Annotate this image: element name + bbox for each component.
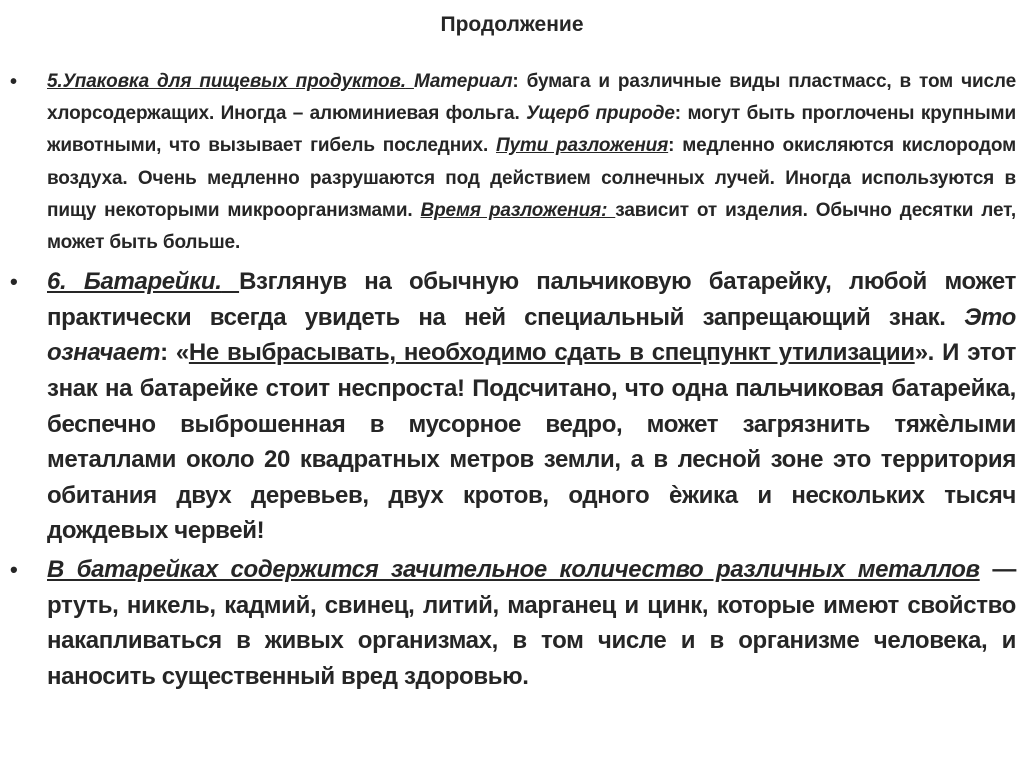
- material-text: : бумага и различные виды пластмасс, в том числе хлорсодержащих. Иногда – алюминиевая фольга.: [47, 71, 1016, 125]
- bullet-dot-icon: •: [10, 71, 17, 93]
- bullet-item-packaging: [10, 66, 1016, 259]
- batteries-heading-gap: [222, 268, 240, 295]
- bullet-item-metals: [10, 552, 1016, 694]
- slide-title: Продолжение: [440, 13, 584, 36]
- time-text: зависит от изделия. Обычно десятки лет, может быть больше.: [47, 199, 1016, 254]
- material-label: Материал: [413, 71, 513, 92]
- metals-text: — ртуть, никель, кадмий, свинец, литий, марганец и цинк, которые имеют свойство накапливаться в живых организмах, в том числе и в организме человека, и наносить существенный вред здоровью.: [47, 555, 1017, 690]
- means-label: Это означает: [47, 303, 1016, 367]
- time-label: Время разложения:: [420, 199, 616, 221]
- decay-label: Пути разложения: [496, 135, 669, 157]
- decay-text: : медленно окисляются кислородом воздуха. Очень медленно разрушаются под действием солнечных лучей. Иногда используются в пищу некоторыми микроорганизмами.: [47, 135, 1016, 221]
- packaging-heading-gap: [406, 71, 414, 92]
- batteries-text: ». И этот знак на батарейке стоит неспроста! Подсчитано, что одна пальчиковая батарейка, беспечно выброшенная в мусорное ведро, может загрязнить тяжѐлыми металлами около 20 квадратных метров земли, а в лесной зоне это территория обитания двух деревьев, двух кротов, одного ѐжика и нескольких тысяч дождевых червей!: [47, 339, 1016, 545]
- damage-label: Ущерб природе: [526, 103, 675, 125]
- packaging-heading: 5.Упаковка для пищевых продуктов.: [47, 71, 406, 92]
- means-colon: : «: [160, 339, 189, 367]
- bullet-dot-icon: •: [10, 556, 18, 582]
- batteries-intro: Взглянув на обычную пальчиковую батарейку, любой может практически всегда увидеть на ней специальный запрещающий знак.: [47, 268, 1016, 331]
- batteries-heading: 6. Батарейки.: [47, 268, 222, 296]
- bullet-dot-icon: •: [10, 269, 18, 295]
- bullet-list: [10, 66, 1016, 694]
- metals-heading: В батарейках содержится зачительное количество различных металлов: [47, 555, 980, 583]
- disposal-quote: Не выбрасывать, необходимо сдать в спецпункт утилизации: [188, 339, 915, 367]
- damage-text: : могут быть проглочены крупными животными, что вызывает гибель последних.: [47, 103, 1016, 157]
- bullet-item-batteries: [10, 264, 1016, 549]
